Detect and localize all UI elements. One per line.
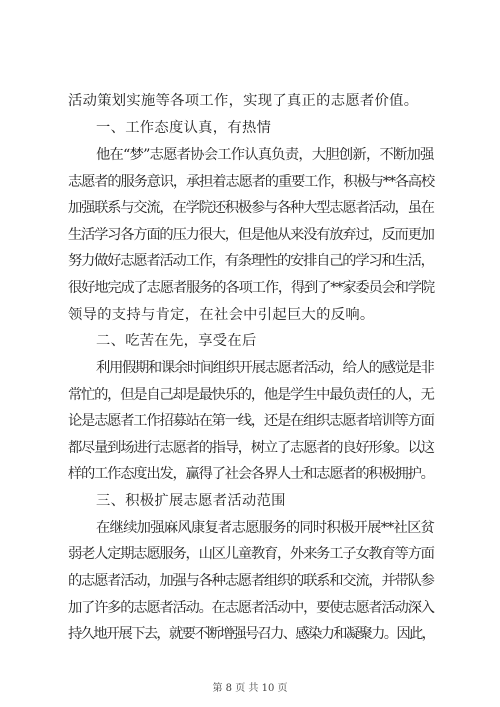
body-text-line: 加强联系与交流，在学院还积极参与各种大型志愿者活动，虽在 [68,200,434,216]
body-text-line: 活动策划实施等各项工作，实现了真正的志愿者价值。 [68,93,419,109]
body-text-line: 努力做好志愿者活动工作，有条理性的安排自己的学习和生活， [68,253,434,269]
body-text-line: 论是志愿者工作招募站在第一线，还是在组织志愿者培训等方面 [68,413,434,429]
body-text-line: 生活学习各方面的压力很大，但是他从来没有放弃过，反而更加 [68,227,434,243]
body-text-line: 加了许多的志愿者活动。在志愿者活动中，要使志愿者活动深入 [68,600,434,616]
section-heading-3: 三、积极扩展志愿者活动范围 [96,493,286,509]
body-text-line: 志愿者的服务意识，承担着志愿者的重要工作，积极与**各高校 [68,174,435,190]
body-text-line: 利用假期和课余时间组织开展志愿者活动，给人的感觉是非 [96,360,434,376]
body-text-line: 的志愿者活动，加强与各种志愿者组织的联系和交流，并带队参 [68,573,434,589]
body-text-line: 常忙的，但是自己却是最快乐的，他是学生中最负责任的人，无 [68,387,434,403]
page-number-footer: 第 8 页 共 10 页 [212,683,288,694]
body-text-line: 持久地开展下去，就要不断增强号召力、感染力和凝聚力。因此， [68,626,435,642]
body-text-line: 他在“梦”志愿者协会工作认真负责，大胆创新，不断加强 [96,147,434,163]
body-text-line: 在继续加强麻风康复者志愿服务的同时积极开展**社区贫 [96,520,435,536]
section-heading-2: 二、吃苦在先，享受在后 [96,333,257,349]
body-text-line: 样的工作态度出发，赢得了社会各界人士和志愿者的积极拥护。 [68,466,434,482]
body-text-line: 弱老人定期志愿服务，山区儿童教育，外来务工子女教育等方面 [68,546,434,562]
section-heading-1: 一、工作态度认真，有热情 [96,120,272,136]
body-text-line: 都尽量到场进行志愿者的指导，树立了志愿者的良好形象。以这 [68,440,434,456]
body-text-line: 很好地完成了志愿者服务的各项工作，得到了**家委员会和学院 [68,280,435,296]
body-text-line: 领导的支持与肯定，在社会中引起巨大的反响。 [68,307,375,323]
